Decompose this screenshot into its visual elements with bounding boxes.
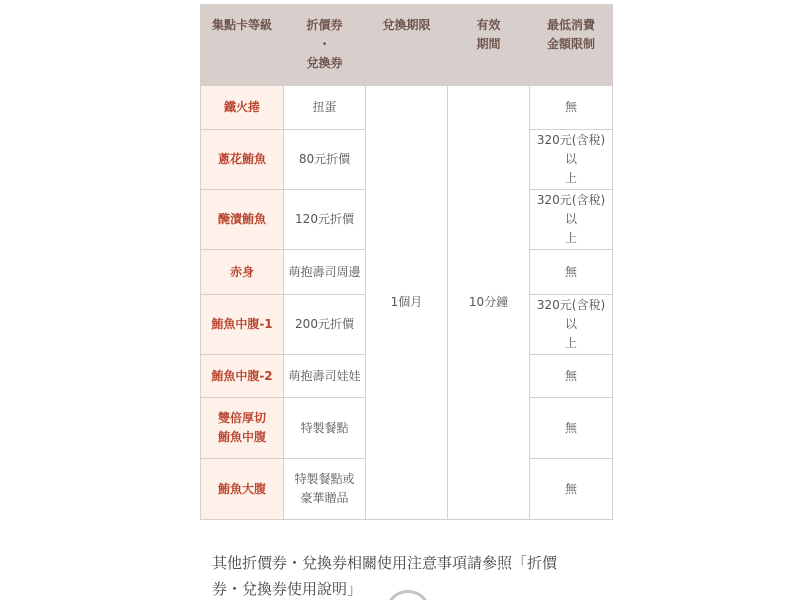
usage-note-line-2: 券・兌換券使用說明」 [212, 580, 363, 598]
min-spend-cell-line-1: 無 [564, 264, 577, 279]
header-min-spend-line-1: 最低消費 [546, 18, 595, 32]
level-cell [201, 398, 284, 459]
coupon-cell-line-1: 扭蛋 [312, 100, 337, 114]
min-spend-cell [530, 130, 613, 190]
coupon-cell [284, 459, 366, 520]
level-cell [201, 190, 284, 250]
min-spend-cell-line-1: 無 [564, 100, 577, 114]
exchange-period-cell: 1個月 [366, 86, 448, 520]
min-spend-cell-line-2: 上 [564, 171, 577, 185]
level-cell [201, 250, 284, 295]
table-header-row [201, 5, 613, 86]
coupon-cell [284, 86, 366, 130]
header-coupon-line-3: 兌換券 [306, 56, 343, 70]
min-spend-cell-line-1: 320元(含稅)以 [536, 133, 606, 166]
coupon-cell-line-1: 特製餐點或 [294, 472, 355, 486]
header-coupon [284, 5, 366, 86]
header-min-spend [530, 5, 613, 86]
header-min-spend-line-2: 金額限制 [546, 37, 595, 51]
level-cell-line-2: 鮪魚中腹 [217, 430, 266, 444]
level-cell-line-1: 鐵火捲 [223, 100, 260, 114]
min-spend-cell [530, 250, 613, 295]
coupon-cell-line-1: 80元折價 [298, 152, 351, 166]
min-spend-cell [530, 295, 613, 355]
min-spend-cell [530, 190, 613, 250]
level-cell [201, 86, 284, 130]
header-coupon-line-1: 折價券 [306, 18, 343, 32]
valid-period-cell: 10分鐘 [448, 86, 530, 520]
coupon-cell [284, 250, 366, 295]
usage-note-line-1: 其他折價券・兌換券相關使用注意事項請參照「折價 [212, 554, 558, 572]
header-level [201, 5, 284, 86]
header-valid-period-line-2: 期間 [476, 37, 501, 51]
coupon-cell-line-1: 萌抱壽司娃娃 [288, 368, 361, 383]
level-cell [201, 459, 284, 520]
level-cell-line-1: 蔥花鮪魚 [217, 152, 266, 166]
min-spend-cell-line-1: 無 [564, 368, 577, 383]
coupon-cell [284, 295, 366, 355]
level-cell-line-1: 鮪魚大腹 [217, 481, 266, 496]
level-cell-line-1: 醃漬鮪魚 [217, 212, 266, 226]
level-cell-line-1: 鮪魚中腹-1 [211, 317, 273, 331]
level-cell [201, 355, 284, 398]
coupon-cell [284, 190, 366, 250]
header-coupon-line-2: ・ [318, 37, 331, 51]
min-spend-cell-line-2: 上 [564, 231, 577, 245]
level-cell-line-1: 鮪魚中腹-2 [211, 368, 273, 383]
header-valid-period-line-1: 有效 [476, 18, 501, 32]
coupon-cell [284, 398, 366, 459]
min-spend-cell [530, 355, 613, 398]
table-row [201, 86, 613, 130]
coupon-cell [284, 130, 366, 190]
coupon-cell [284, 355, 366, 398]
min-spend-cell [530, 398, 613, 459]
level-cell-line-1: 雙倍厚切 [217, 411, 266, 425]
header-valid-period [448, 5, 530, 86]
min-spend-cell-line-1: 320元(含稅)以 [536, 298, 606, 331]
header-level-line-1: 集點卡等級 [211, 18, 272, 32]
coupon-cell-line-1: 特製餐點 [300, 420, 349, 435]
min-spend-cell-line-1: 320元(含稅)以 [536, 193, 606, 226]
coupon-cell-line-1: 120元折價 [295, 212, 354, 226]
header-exchange-period-line-1: 兌換期限 [382, 18, 431, 32]
coupon-cell-line-1: 200元折價 [295, 317, 354, 331]
min-spend-cell [530, 86, 613, 130]
level-cell-line-1: 赤身 [229, 264, 254, 279]
min-spend-cell [530, 459, 613, 520]
level-cell [201, 130, 284, 190]
coupon-cell-line-2: 豪華贈品 [300, 491, 349, 505]
min-spend-cell-line-1: 無 [564, 420, 577, 435]
level-cell [201, 295, 284, 355]
min-spend-cell-line-1: 無 [564, 481, 577, 496]
coupon-cell-line-1: 萌抱壽司周邊 [288, 264, 361, 279]
min-spend-cell-line-2: 上 [564, 336, 577, 350]
stamp-card-rewards-table [200, 4, 613, 520]
header-exchange-period [366, 5, 448, 86]
